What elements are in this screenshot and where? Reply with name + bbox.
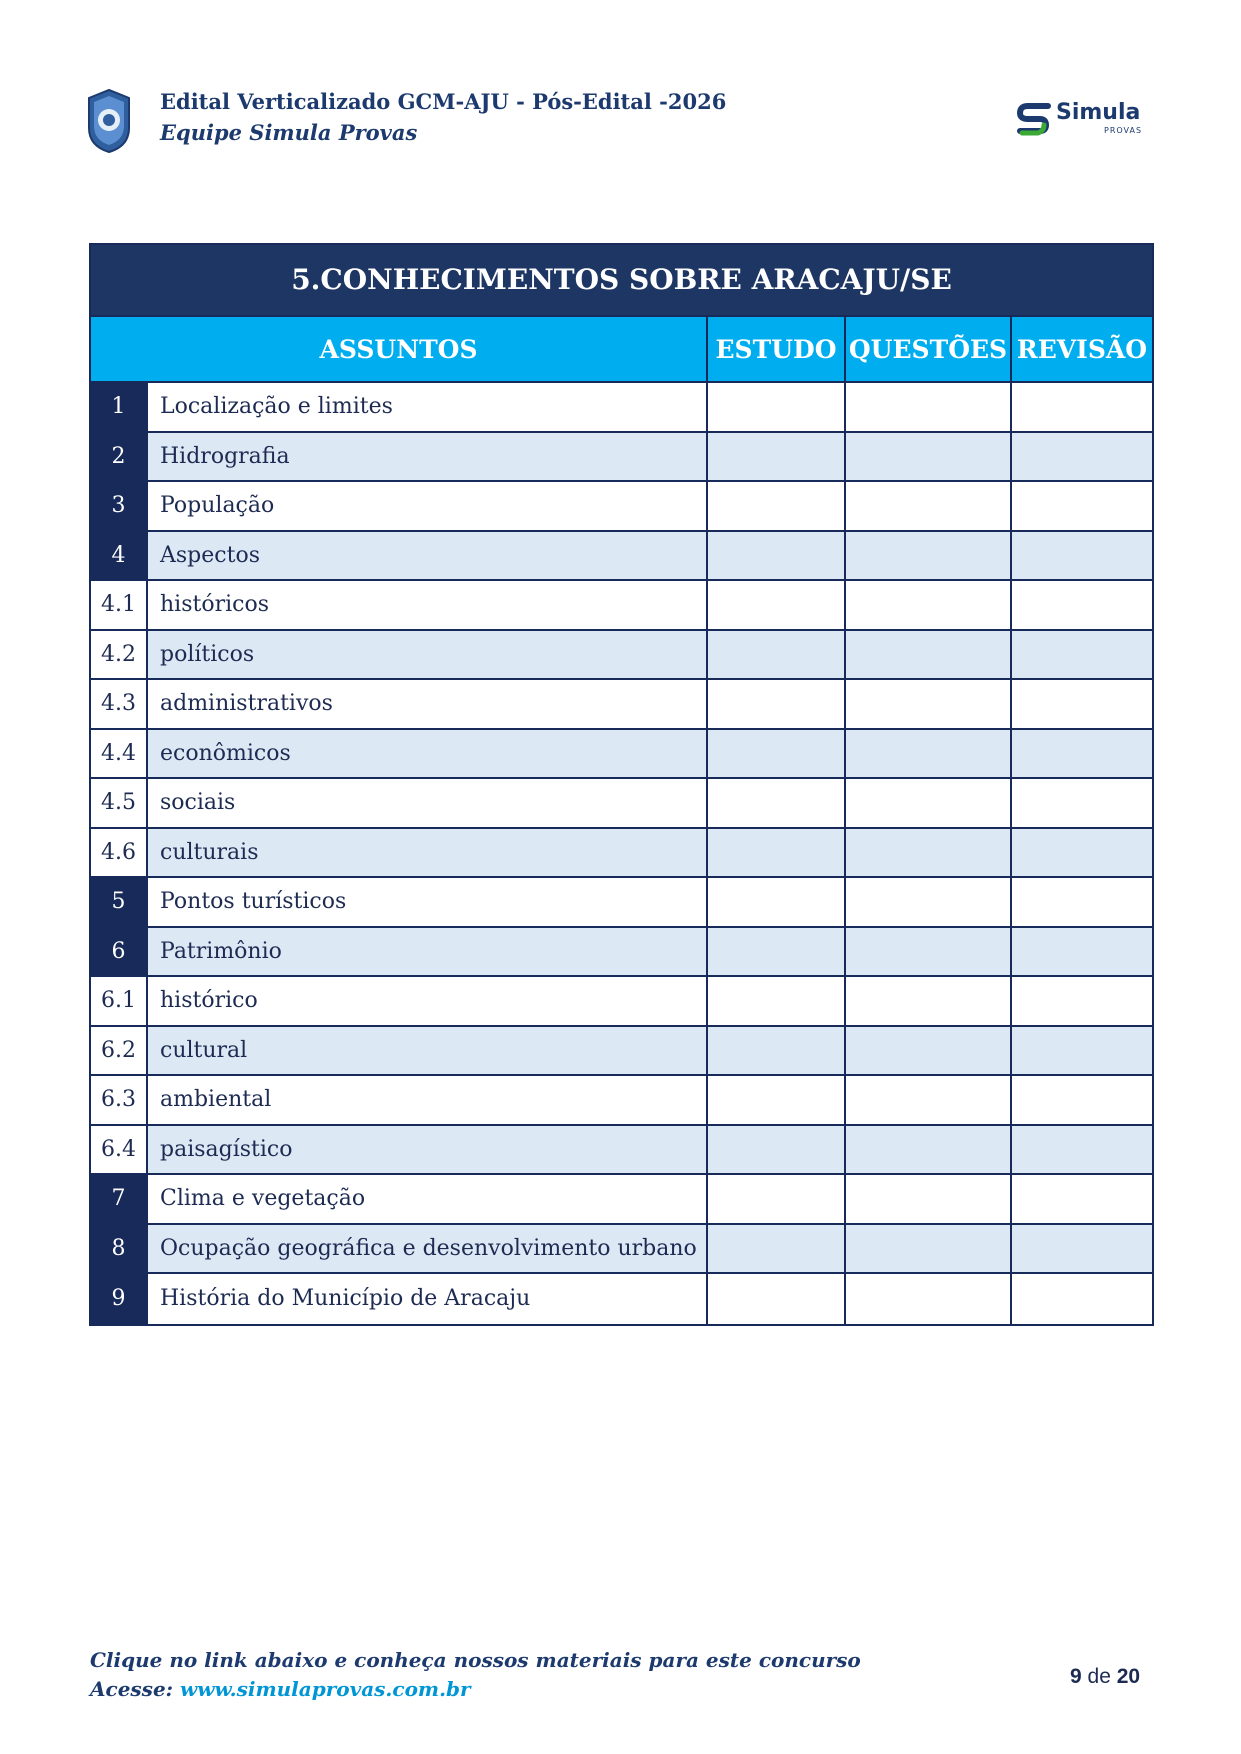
row-subject: políticos xyxy=(148,631,708,679)
row-subject: ambiental xyxy=(148,1076,708,1124)
questoes-checkbox-cell[interactable] xyxy=(846,532,1012,580)
estudo-checkbox-cell[interactable] xyxy=(708,433,846,481)
row-number: 7 xyxy=(91,1175,148,1223)
footer-website-link[interactable]: www.simulaprovas.com.br xyxy=(180,1677,471,1701)
row-number: 8 xyxy=(91,1225,148,1273)
table-row xyxy=(91,1076,1152,1126)
row-number: 3 xyxy=(91,482,148,530)
row-subject: Localização e limites xyxy=(148,383,708,431)
row-number: 6 xyxy=(91,928,148,976)
column-header-assuntos: ASSUNTOS xyxy=(91,317,708,381)
section-title: 5.CONHECIMENTOS SOBRE ARACAJU/SE xyxy=(91,245,1152,317)
questoes-checkbox-cell[interactable] xyxy=(846,878,1012,926)
estudo-checkbox-cell[interactable] xyxy=(708,1076,846,1124)
row-number: 6.2 xyxy=(91,1027,148,1075)
footer-access-prefix: Acesse: xyxy=(90,1677,181,1701)
estudo-checkbox-cell[interactable] xyxy=(708,928,846,976)
row-subject: culturais xyxy=(148,829,708,877)
row-subject: paisagístico xyxy=(148,1126,708,1174)
questoes-checkbox-cell[interactable] xyxy=(846,581,1012,629)
revisao-checkbox-cell[interactable] xyxy=(1012,1175,1152,1223)
row-number: 4.1 xyxy=(91,581,148,629)
row-subject: Pontos turísticos xyxy=(148,878,708,926)
revisao-checkbox-cell[interactable] xyxy=(1012,631,1152,679)
column-header-estudo: ESTUDO xyxy=(708,317,846,381)
estudo-checkbox-cell[interactable] xyxy=(708,631,846,679)
row-subject: História do Município de Aracaju xyxy=(148,1274,708,1324)
revisao-checkbox-cell[interactable] xyxy=(1012,1027,1152,1075)
estudo-checkbox-cell[interactable] xyxy=(708,1274,846,1324)
table-row xyxy=(91,1175,1152,1225)
revisao-checkbox-cell[interactable] xyxy=(1012,482,1152,530)
row-number: 4.5 xyxy=(91,779,148,827)
questoes-checkbox-cell[interactable] xyxy=(846,1274,1012,1324)
simula-s-icon xyxy=(1014,98,1054,138)
revisao-checkbox-cell[interactable] xyxy=(1012,680,1152,728)
document-title: Edital Verticalizado GCM-AJU - Pós-Edital -2026 xyxy=(160,89,727,114)
revisao-checkbox-cell[interactable] xyxy=(1012,532,1152,580)
questoes-checkbox-cell[interactable] xyxy=(846,1175,1012,1223)
revisao-checkbox-cell[interactable] xyxy=(1012,1274,1152,1324)
row-subject: histórico xyxy=(148,977,708,1025)
column-header-revisao: REVISÃO xyxy=(1016,334,1148,364)
questoes-checkbox-cell[interactable] xyxy=(846,779,1012,827)
row-subject: sociais xyxy=(148,779,708,827)
estudo-checkbox-cell[interactable] xyxy=(708,730,846,778)
revisao-checkbox-cell[interactable] xyxy=(1012,1076,1152,1124)
questoes-checkbox-cell[interactable] xyxy=(846,1027,1012,1075)
row-number: 6.1 xyxy=(91,977,148,1025)
estudo-checkbox-cell[interactable] xyxy=(708,977,846,1025)
table-row xyxy=(91,631,1152,681)
questoes-checkbox-cell[interactable] xyxy=(846,977,1012,1025)
row-subject: históricos xyxy=(148,581,708,629)
questoes-checkbox-cell[interactable] xyxy=(846,829,1012,877)
brand-name: Simula xyxy=(1056,100,1141,125)
questoes-checkbox-cell[interactable] xyxy=(846,631,1012,679)
row-subject: Clima e vegetação xyxy=(148,1175,708,1223)
table-row xyxy=(91,878,1152,928)
questoes-checkbox-cell[interactable] xyxy=(846,730,1012,778)
questoes-checkbox-cell[interactable] xyxy=(846,1225,1012,1273)
revisao-checkbox-cell[interactable] xyxy=(1012,878,1152,926)
table-row xyxy=(91,1274,1152,1324)
table-row xyxy=(91,730,1152,780)
table-row xyxy=(91,1027,1152,1077)
estudo-checkbox-cell[interactable] xyxy=(708,1126,846,1174)
questoes-checkbox-cell[interactable] xyxy=(846,383,1012,431)
row-subject: administrativos xyxy=(148,680,708,728)
row-subject: População xyxy=(148,482,708,530)
revisao-checkbox-cell[interactable] xyxy=(1012,977,1152,1025)
table-row xyxy=(91,1225,1152,1275)
page-separator: de xyxy=(1081,1665,1117,1688)
table-row xyxy=(91,532,1152,582)
estudo-checkbox-cell[interactable] xyxy=(708,1175,846,1223)
row-number: 5 xyxy=(91,878,148,926)
estudo-checkbox-cell[interactable] xyxy=(708,779,846,827)
page-total: 20 xyxy=(1116,1665,1141,1688)
questoes-checkbox-cell[interactable] xyxy=(846,928,1012,976)
row-number: 2 xyxy=(91,433,148,481)
revisao-checkbox-cell[interactable] xyxy=(1012,581,1152,629)
revisao-checkbox-cell[interactable] xyxy=(1012,383,1152,431)
simula-provas-logo xyxy=(1014,98,1144,138)
footer xyxy=(90,1646,861,1704)
footer-cta: Clique no link abaixo e conheça nossos materiais para este concurso xyxy=(90,1648,861,1672)
study-checklist-table xyxy=(89,243,1154,1326)
row-number: 1 xyxy=(91,383,148,431)
column-header-questoes: QUESTÕES xyxy=(846,317,1012,381)
table-row xyxy=(91,928,1152,978)
estudo-checkbox-cell[interactable] xyxy=(708,1225,846,1273)
revisao-checkbox-cell[interactable] xyxy=(1012,779,1152,827)
estudo-checkbox-cell[interactable] xyxy=(708,532,846,580)
estudo-checkbox-cell[interactable] xyxy=(708,680,846,728)
page-counter xyxy=(1070,1665,1140,1689)
row-subject: Patrimônio xyxy=(148,928,708,976)
row-subject: Hidrografia xyxy=(148,433,708,481)
row-subject: Ocupação geográfica e desenvolvimento urbano xyxy=(148,1225,708,1273)
estudo-checkbox-cell[interactable] xyxy=(708,581,846,629)
row-number: 4 xyxy=(91,532,148,580)
row-subject: econômicos xyxy=(148,730,708,778)
estudo-checkbox-cell[interactable] xyxy=(708,482,846,530)
revisao-checkbox-cell[interactable] xyxy=(1012,1225,1152,1273)
table-row xyxy=(91,433,1152,483)
questoes-checkbox-cell[interactable] xyxy=(846,433,1012,481)
document-subtitle: Equipe Simula Provas xyxy=(160,120,418,145)
guarda-municipal-emblem xyxy=(86,88,132,154)
questoes-checkbox-cell[interactable] xyxy=(846,1076,1012,1124)
revisao-checkbox-cell[interactable] xyxy=(1012,1126,1152,1174)
document-header xyxy=(160,89,726,145)
estudo-checkbox-cell[interactable] xyxy=(708,383,846,431)
revisao-checkbox-cell[interactable] xyxy=(1012,433,1152,481)
row-subject: cultural xyxy=(148,1027,708,1075)
table-row xyxy=(91,482,1152,532)
revisao-checkbox-cell[interactable] xyxy=(1012,829,1152,877)
row-number: 6.4 xyxy=(91,1126,148,1174)
row-subject: Aspectos xyxy=(148,532,708,580)
column-header-row xyxy=(91,317,1152,383)
questoes-checkbox-cell[interactable] xyxy=(846,1126,1012,1174)
page-current: 9 xyxy=(1070,1665,1082,1688)
revisao-checkbox-cell[interactable] xyxy=(1012,928,1152,976)
table-row xyxy=(91,581,1152,631)
row-number: 4.6 xyxy=(91,829,148,877)
estudo-checkbox-cell[interactable] xyxy=(708,1027,846,1075)
footer-access-line xyxy=(90,1675,861,1704)
estudo-checkbox-cell[interactable] xyxy=(708,829,846,877)
table-row xyxy=(91,977,1152,1027)
estudo-checkbox-cell[interactable] xyxy=(708,878,846,926)
row-number: 4.2 xyxy=(91,631,148,679)
table-body xyxy=(91,383,1152,1324)
questoes-checkbox-cell[interactable] xyxy=(846,482,1012,530)
table-row xyxy=(91,1126,1152,1176)
table-row xyxy=(91,779,1152,829)
row-number: 9 xyxy=(91,1274,148,1324)
row-number: 6.3 xyxy=(91,1076,148,1124)
brand-sub: PROVAS xyxy=(1104,126,1143,135)
table-row xyxy=(91,680,1152,730)
table-row xyxy=(91,829,1152,879)
row-number: 4.4 xyxy=(91,730,148,778)
row-number: 4.3 xyxy=(91,680,148,728)
table-row xyxy=(91,383,1152,433)
revisao-checkbox-cell[interactable] xyxy=(1012,730,1152,778)
questoes-checkbox-cell[interactable] xyxy=(846,680,1012,728)
